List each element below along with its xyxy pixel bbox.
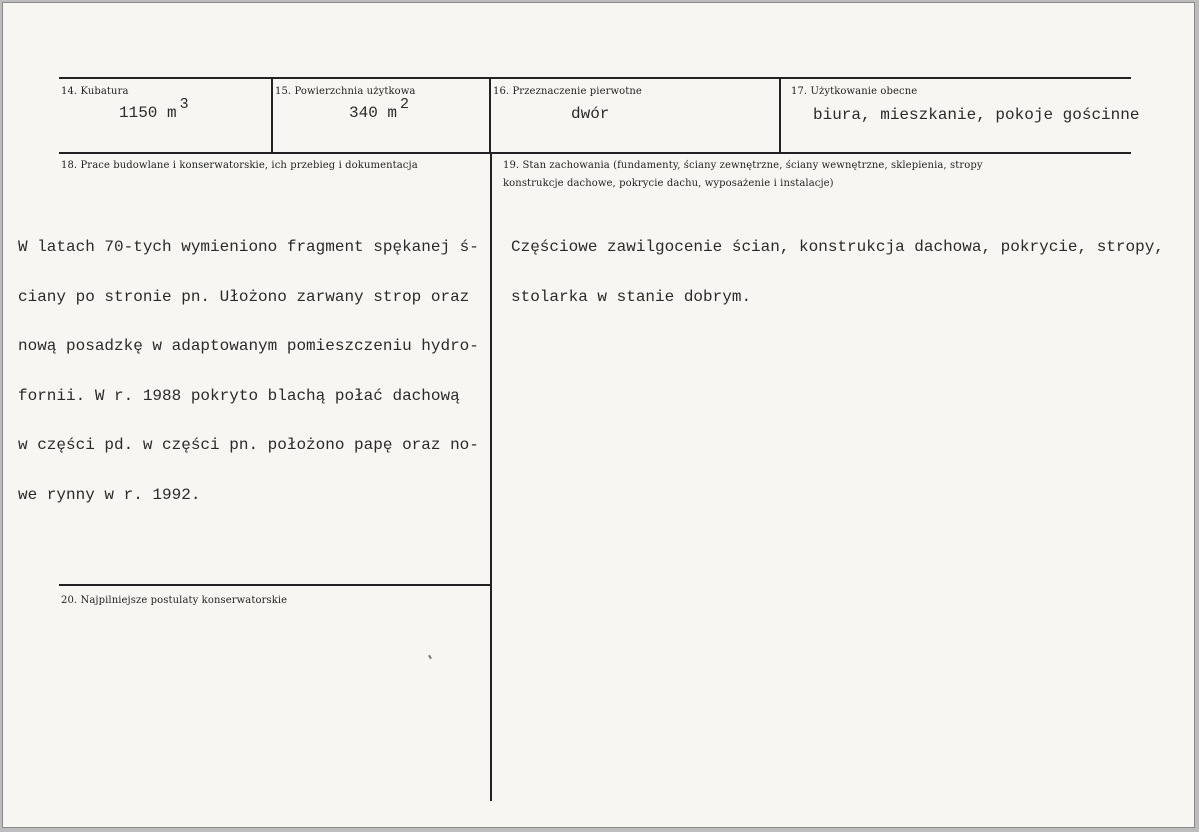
scan-speck xyxy=(428,655,432,659)
field18-line: w części pd. w części pn. położono papę oraz no- xyxy=(18,436,479,454)
main-column-divider xyxy=(490,153,492,801)
field19-line: Częściowe zawilgocenie ścian, konstrukcja dachowa, pokrycie, stropy, xyxy=(511,238,1164,256)
field19-text xyxy=(511,206,1164,338)
field16-value: dwór xyxy=(571,105,610,123)
field15-number: 340 m xyxy=(349,104,398,122)
field18-label: 18. Prace budowlane i konserwatorskie, ich przebieg i dokumentacja xyxy=(61,160,418,171)
field19-line: stolarka w stanie dobrym. xyxy=(511,287,752,306)
field14-number: 1150 m xyxy=(119,104,177,122)
field18-text xyxy=(18,206,479,536)
divider-15-16 xyxy=(489,77,491,154)
field15-value xyxy=(349,96,410,122)
field14-label: 14. Kubatura xyxy=(61,86,129,97)
record-card xyxy=(2,2,1195,828)
field18-line: nową posadzkę w adaptowanym pomieszczeniu hydro- xyxy=(18,337,479,355)
field20-top-rule xyxy=(59,584,490,586)
field18-line: W latach 70-tych wymieniono fragment spękanej ś- xyxy=(18,238,479,256)
divider-16-17 xyxy=(779,77,781,154)
field19-label-line1: 19. Stan zachowania (fundamenty, ściany zewnętrzne, ściany wewnętrzne, sklepienia, stropy xyxy=(503,160,983,171)
field14-exponent: 3 xyxy=(179,96,189,113)
field18-line: fornii. W r. 1988 pokryto blachą połać dachową xyxy=(18,386,460,405)
field14-value xyxy=(119,96,189,122)
field17-value: biura, mieszkanie, pokoje gościnne xyxy=(813,106,1140,124)
top-rule xyxy=(59,77,1131,79)
field15-label: 15. Powierzchnia użytkowa xyxy=(275,86,416,97)
field18-line: we rynny w r. 1992. xyxy=(18,485,201,504)
field17-label: 17. Użytkowanie obecne xyxy=(791,86,918,97)
field16-label: 16. Przeznaczenie pierwotne xyxy=(493,86,642,97)
divider-14-15 xyxy=(271,77,273,154)
top-row-bottom-rule xyxy=(59,152,1131,154)
field19-label-line2: konstrukcje dachowe, pokrycie dachu, wyposażenie i instalacje) xyxy=(503,178,834,189)
field15-exponent: 2 xyxy=(400,96,410,113)
field18-line: ciany po stronie pn. Ułożono zarwany strop oraz xyxy=(18,287,470,306)
field20-label: 20. Najpilniejsze postulaty konserwatorskie xyxy=(61,595,288,606)
